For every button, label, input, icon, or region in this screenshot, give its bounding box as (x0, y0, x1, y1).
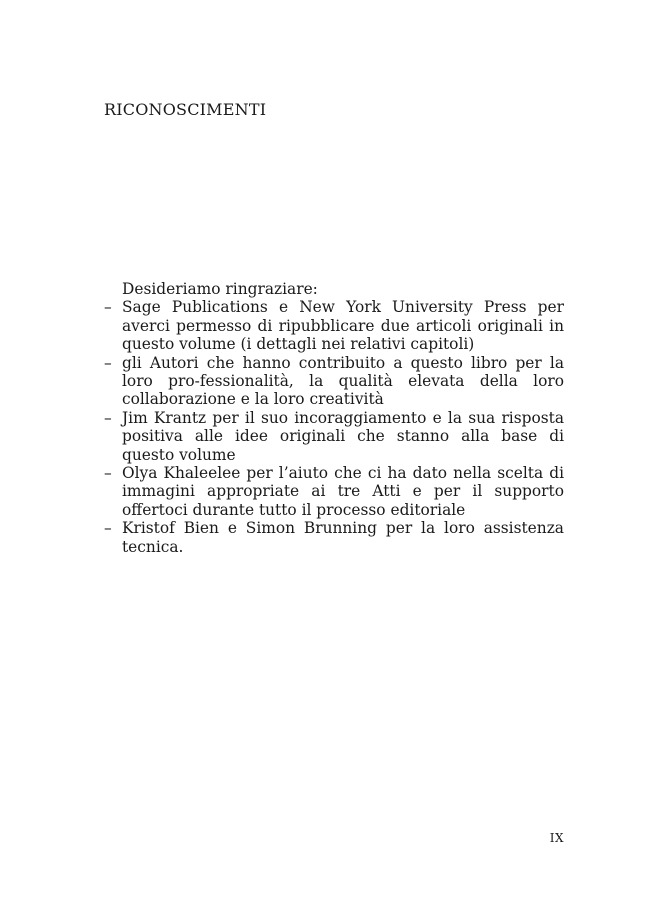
list-dash: – (104, 353, 112, 372)
list-item (104, 298, 564, 353)
list-item-text: Sage Publications e New York University Press per averci permesso di ripubblicare due articoli originali in questo volume (i dettagli nei relativi capitoli) (122, 298, 564, 354)
list-dash: – (104, 408, 112, 427)
list-item (104, 464, 564, 519)
list-dash: – (104, 464, 112, 483)
acknowledgements-body (104, 280, 564, 556)
list-item-text: Kristof Bien e Simon Brunning per la loro assistenza tecnica. (122, 519, 564, 556)
list-item (104, 354, 564, 409)
list-item-text: Jim Krantz per il suo incoraggiamento e la sua risposta positiva alle idee originali che stanno alla base di questo volume (122, 408, 564, 464)
list-dash: – (104, 519, 112, 538)
list-item (104, 409, 564, 464)
list-item-text: gli Autori che hanno contribuito a questo libro per la loro pro-fessionalità, la qualità elevata della loro collaborazione e la loro creatività (122, 353, 564, 409)
list-item-text: Olya Khaleelee per l’aiuto che ci ha dato nella scelta di immagini appropriate ai tre Atti e per il supporto offertoci durante tutto il processo editoriale (122, 464, 564, 519)
list-dash: – (104, 298, 112, 317)
section-heading: RICONOSCIMENTI (104, 100, 267, 119)
acknowledgements-list (104, 298, 564, 556)
list-item (104, 519, 564, 556)
page-number: IX (549, 831, 564, 845)
intro-line: Desideriamo ringraziare: (122, 280, 318, 298)
